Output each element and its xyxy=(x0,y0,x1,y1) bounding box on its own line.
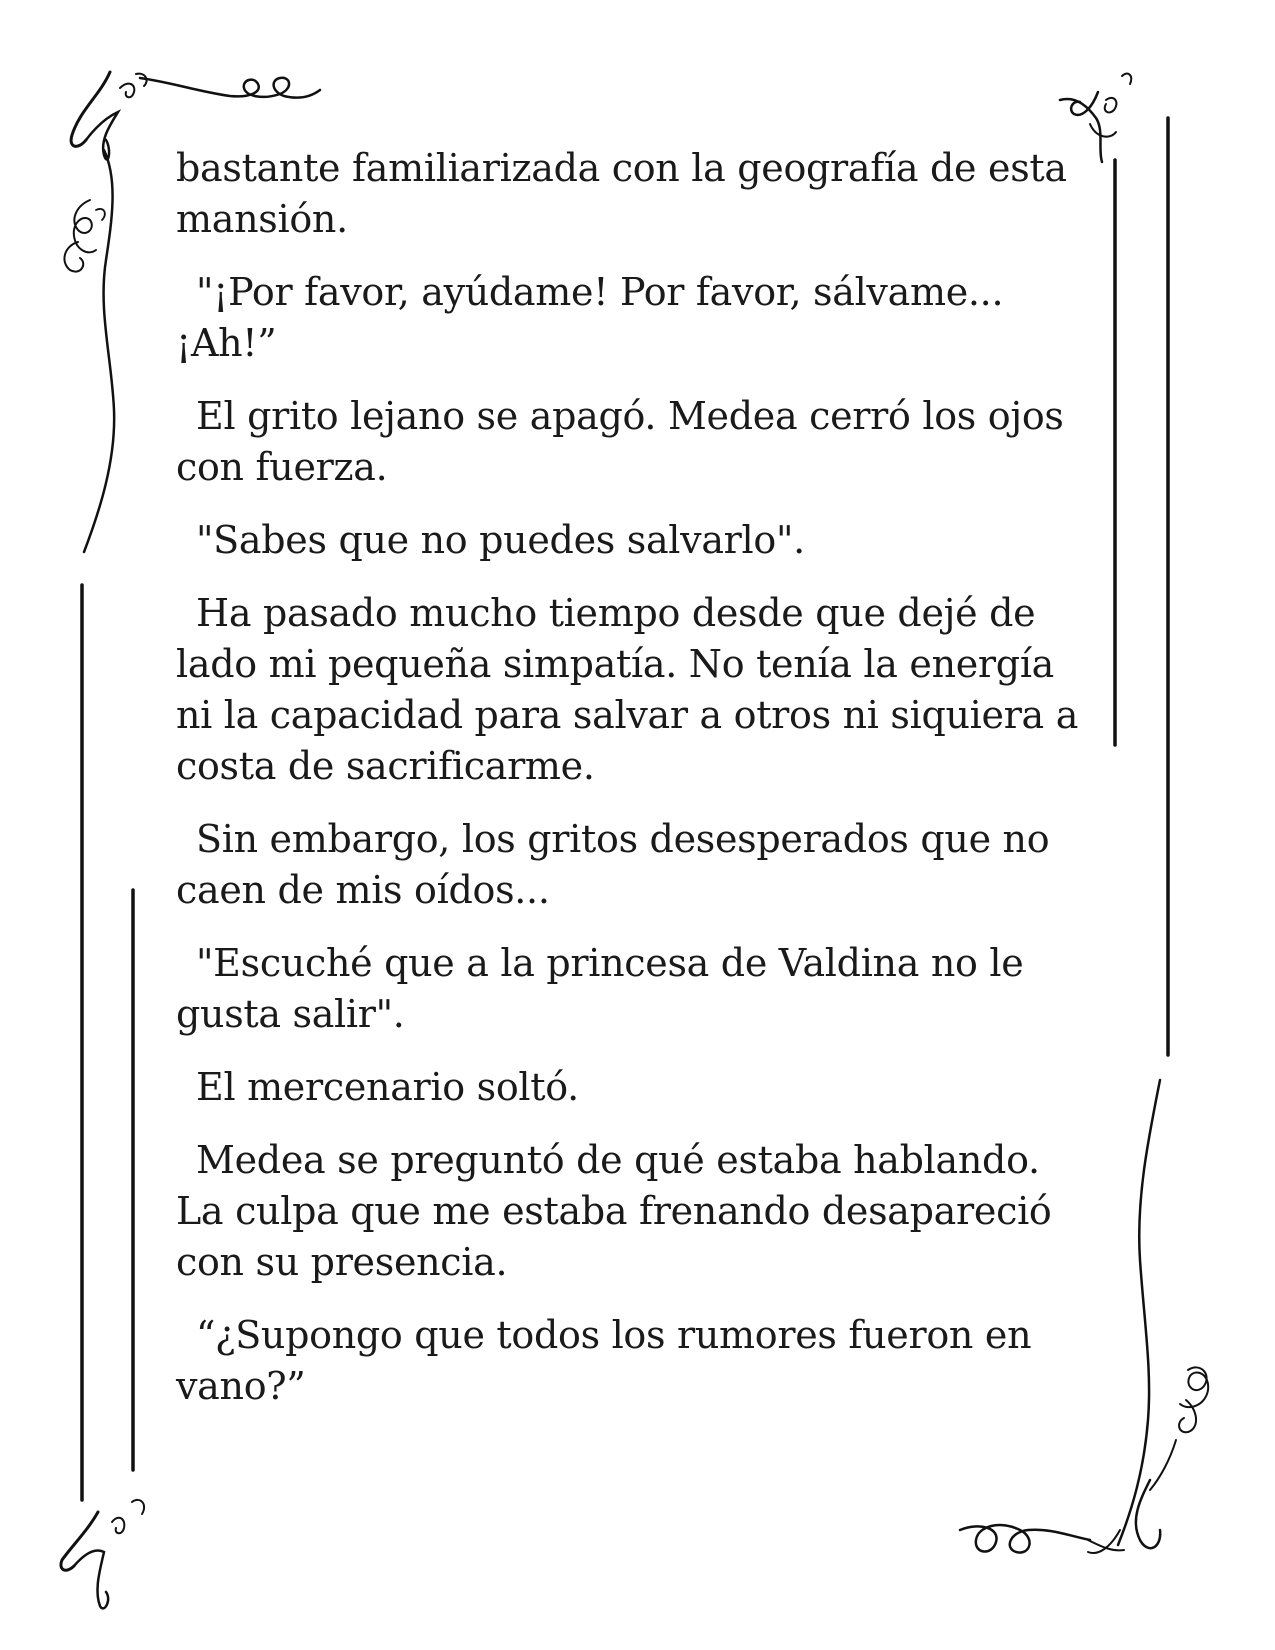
paragraph-7: "Escuché que a la princesa de Valdina no le gusta salir". xyxy=(176,941,1036,1036)
paragraph-4: "Sabes que no puedes salvarlo". xyxy=(196,518,805,562)
paragraph-1: bastante familiarizada con la geografía de esta mansión. xyxy=(176,146,1079,241)
bottom-left-flourish-icon xyxy=(61,1500,144,1608)
paragraph-9: Medea se preguntó de qué estaba hablando. La culpa que me estaba frenando desapareció con su presencia. xyxy=(176,1138,1064,1284)
paragraph-10: “¿Supongo que todos los rumores fueron en vano?” xyxy=(176,1313,1044,1408)
paragraph-5: Ha pasado mucho tiempo desde que dejé de lado mi pequeña simpatía. No tenía la energía ni la capacidad para salvar a otros ni siquiera a costa de sacrificarme. xyxy=(176,591,1090,788)
paragraph-6: Sin embargo, los gritos desesperados que no caen de mis oídos... xyxy=(176,817,1062,912)
page-body xyxy=(176,143,1096,1434)
paragraph-3: El grito lejano se apagó. Medea cerró los ojos con fuerza. xyxy=(176,394,1076,489)
paragraph-8: El mercenario soltó. xyxy=(196,1065,579,1109)
bottom-right-swirl-icon xyxy=(960,1525,1124,1553)
bottom-right-flourish-icon xyxy=(1088,1080,1208,1553)
paragraph-2: "¡Por favor, ayúdame! Por favor, sálvame... ¡Ah!” xyxy=(176,270,1015,365)
